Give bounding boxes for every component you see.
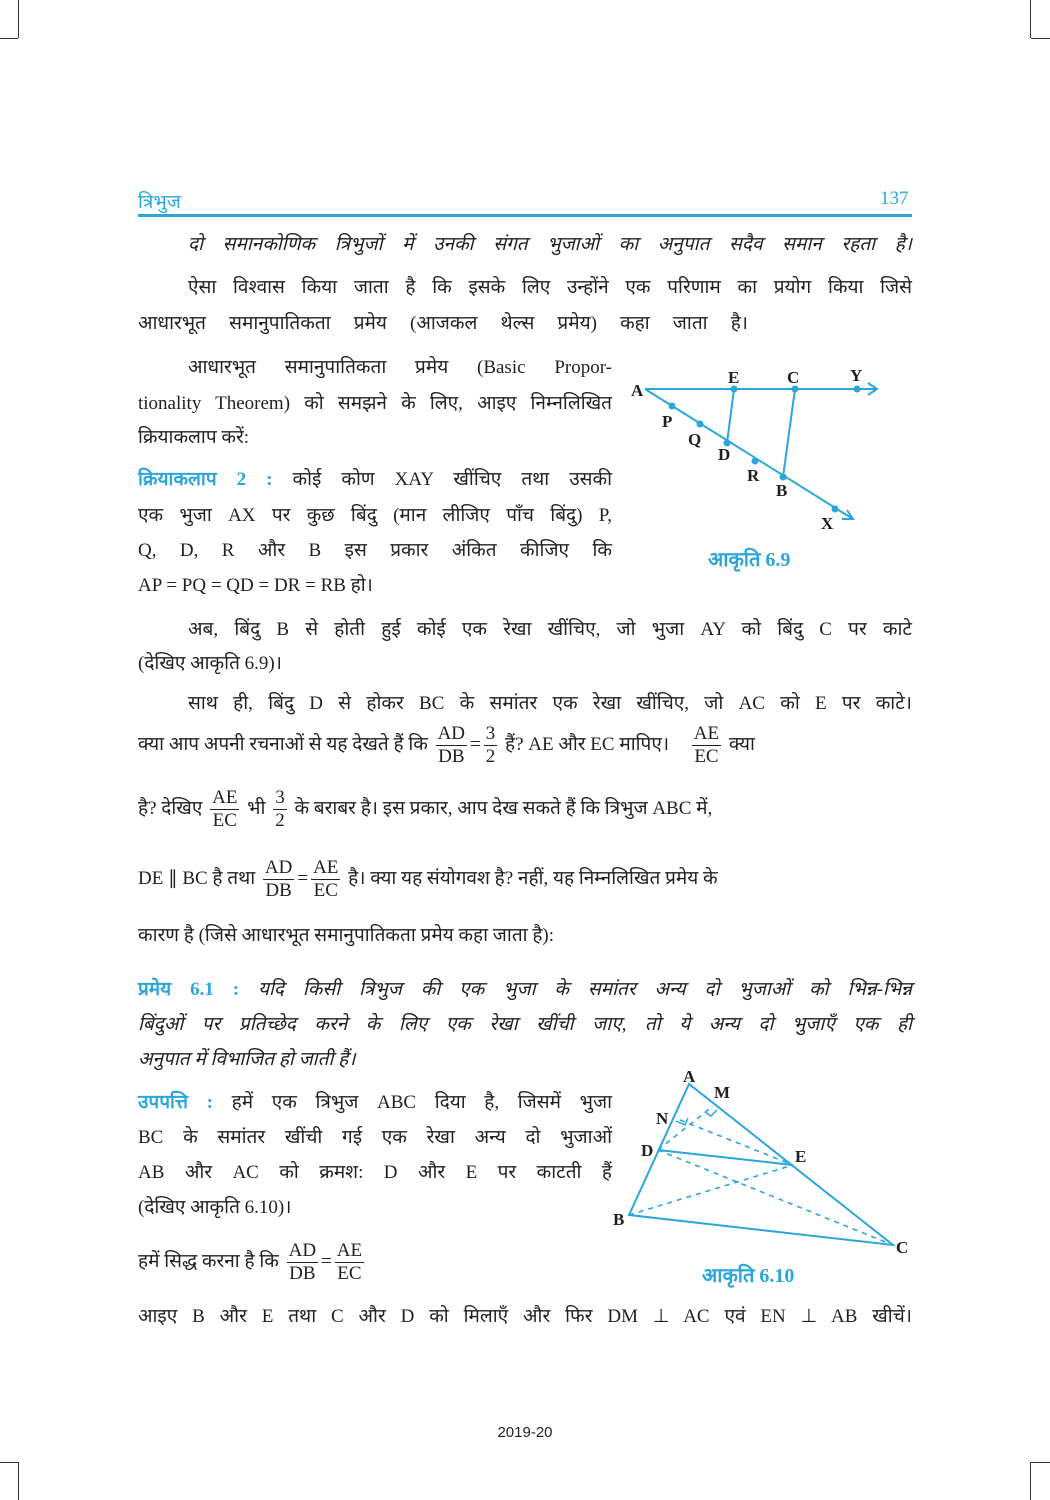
graphic [645,383,877,519]
header-rule [138,214,912,217]
proof-line: AB और AC को क्रमश: D और E पर काटती हैं [138,1162,612,1183]
crop-mark [1030,0,1031,38]
text: क्या आप अपनी रचनाओं से यह देखते हैं कि [138,733,428,755]
equals-sign: = [321,1250,332,1272]
point-label: N [656,1109,669,1128]
denominator: 2 [485,746,496,767]
point-label: P [662,412,673,431]
point-label: X [821,514,834,533]
paragraph-line: आधारभूत समानुपातिकता प्रमेय (आजकल थेल्स प्रमेय) कहा जाता है। [138,313,748,334]
text: DE ∥ BC है तथा [138,867,256,889]
paragraph-line: दो समानकोणिक त्रिभुजों में उनकी संगत भुजाओं का अनुपात सदैव समान रहता है। [188,234,912,255]
denominator: 2 [275,810,285,831]
paragraph-line [138,857,912,902]
fraction-ad-db [436,723,467,768]
segment-be [629,1165,793,1215]
theorem-line: अनुपात में विभाजित हो जाती हैं। [138,1049,356,1070]
fraction-ae-ec [311,857,340,902]
crop-mark [1031,38,1050,39]
graphic [629,1084,893,1245]
theorem-line: बिंदुओं पर प्रतिच्छेद करने के लिए एक रेखा खींची जाए, तो ये अन्य दो भुजाएँ एक ही [138,1014,912,1035]
point-label: M [714,1083,731,1102]
footer-year: 2019-20 [497,1424,553,1441]
graphic [697,421,704,428]
denominator: EC [337,1263,362,1284]
points [669,386,861,513]
text: हैं? AE और EC मापिए। [505,733,670,755]
text: भी [247,797,266,819]
page-number: 137 [880,188,909,209]
figure-6-9 [620,360,900,540]
denominator: EC [212,810,237,831]
point-label: B [776,481,788,500]
activity-label: क्रियाकलाप 2 : [138,469,273,490]
paragraph-line: Q, D, R और B इस प्रकार अंकित कीजिए कि [138,540,612,561]
point-label: Q [688,430,702,449]
equals-sign: = [297,867,309,889]
figure-6-10 [600,1060,920,1260]
figure-caption: आकृति 6.9 [708,549,791,571]
activity-text: कोई कोण XAY खींचिए तथा उसकी [292,469,612,490]
proof-line: (देखिए आकृति 6.10)। [138,1197,292,1218]
crop-mark [18,1462,19,1500]
proof-line: आइए B और E तथा C और D को मिलाएँ और फिर DM ⊥ AC एवं EN ⊥ AB खीचें। [138,1306,912,1327]
point-label: A [631,381,644,400]
text: हमें सिद्ध करना है कि [138,1250,279,1272]
numerator: 3 [275,787,285,808]
crop-mark [0,38,18,39]
paragraph-line: अब, बिंदु B से होती हुई कोई एक रेखा खींचिए, जो भुजा AY को बिंदु C पर काटे [188,619,912,640]
fraction-ae-ec [210,787,239,832]
paragraph-line [138,723,912,768]
crop-mark [0,1462,18,1463]
numerator: AD [288,1240,317,1261]
theorem-line [138,977,912,1003]
crop-mark [1030,1462,1031,1500]
paragraph-line: (देखिए आकृति 6.9)। [138,653,282,674]
paragraph-line: ऐसा विश्वास किया जाता है कि इसके लिए उन्होंने एक परिणाम का प्रयोग किया जिसे [188,277,912,298]
point-label: D [718,445,731,464]
fraction-3-2 [484,723,498,768]
denominator: DB [289,1263,316,1284]
denominator: EC [313,880,338,901]
text: क्या [728,733,755,755]
denominator: DB [438,746,465,767]
paragraph-line [138,467,612,493]
paragraph-line [138,787,912,832]
ray-ax [645,389,853,519]
fraction-ae-ec [692,723,721,768]
theorem-label: प्रमेय 6.1 : [138,979,240,1000]
paragraph-line: आधारभूत समानुपातिकता प्रमेय (Basic Propor- [188,357,612,378]
crop-mark [18,0,19,38]
point-label: Y [850,366,863,385]
paragraph-line: क्रियाकलाप करें: [138,427,250,448]
text: है? देखिए [138,797,203,819]
graphic [780,474,787,481]
proof-line [138,1090,612,1116]
point-label: E [795,1147,807,1166]
point-label: B [613,1210,625,1229]
segment-bc [783,389,795,477]
point-label: C [787,368,800,387]
equals-sign: = [470,733,481,755]
fraction-3-2 [273,787,287,832]
denominator: DB [265,880,292,901]
paragraph-line: AP = PQ = QD = DR = RB हो। [138,575,373,596]
paragraph-line: कारण है (जिसे आधारभूत समानुपातिकता प्रमेय कहा जाता है): [138,925,555,946]
segment-de [727,389,734,443]
numerator: AE [212,787,238,808]
triangle-abc [629,1084,893,1245]
graphic [752,458,759,465]
point-label: C [896,1238,909,1257]
numerator: AE [336,1240,363,1261]
paragraph-line: एक भुजा AX पर कुछ बिंदु (मान लीजिए पाँच बिंदु) P, [138,505,612,526]
point-label: D [641,1141,654,1160]
paragraph-line: tionality Theorem) को समझने के लिए, आइए निम्नलिखित [138,393,612,414]
text: है। क्या यह संयोगवश है? नहीं, यह निम्नलिखित प्रमेय के [348,867,718,889]
denominator: EC [694,746,719,767]
numerator: AE [313,857,339,878]
figure-caption: आकृति 6.10 [702,1265,795,1287]
paragraph-line: साथ ही, बिंदु D से होकर BC के समांतर एक रेखा खींचिए, जो AC को E पर काटे। [188,693,912,714]
fraction-ad-db [287,1240,318,1285]
numerator: 3 [485,723,496,744]
proof-line: BC के समांतर खींची गई एक रेखा अन्य दो भुजाओं [138,1127,612,1148]
point-label: R [747,466,760,485]
numerator: AD [264,857,293,878]
point-label: E [728,368,740,387]
proof-label: उपपत्ति : [138,1092,214,1113]
proof-line [138,1240,367,1285]
numerator: AE [693,723,720,744]
graphic [854,386,861,393]
fraction-ad-db [263,857,294,902]
graphic [669,403,676,410]
chapter-title: त्रिभुज [138,192,181,213]
text: हमें एक त्रिभुज ABC दिया है, जिसमें भुजा [231,1092,613,1113]
point-label: A [683,1067,696,1086]
numerator: AD [437,723,466,744]
crop-mark [1031,1462,1050,1463]
text: के बराबर है। इस प्रकार, आप देख सकते हैं कि त्रिभुज ABC में, [294,797,713,819]
fraction-ae-ec [335,1240,364,1285]
graphic [832,506,839,513]
text: यदि किसी त्रिभुज की एक भुजा के समांतर अन्य दो भुजाओं को भिन्न-भिन्न [257,979,913,1000]
